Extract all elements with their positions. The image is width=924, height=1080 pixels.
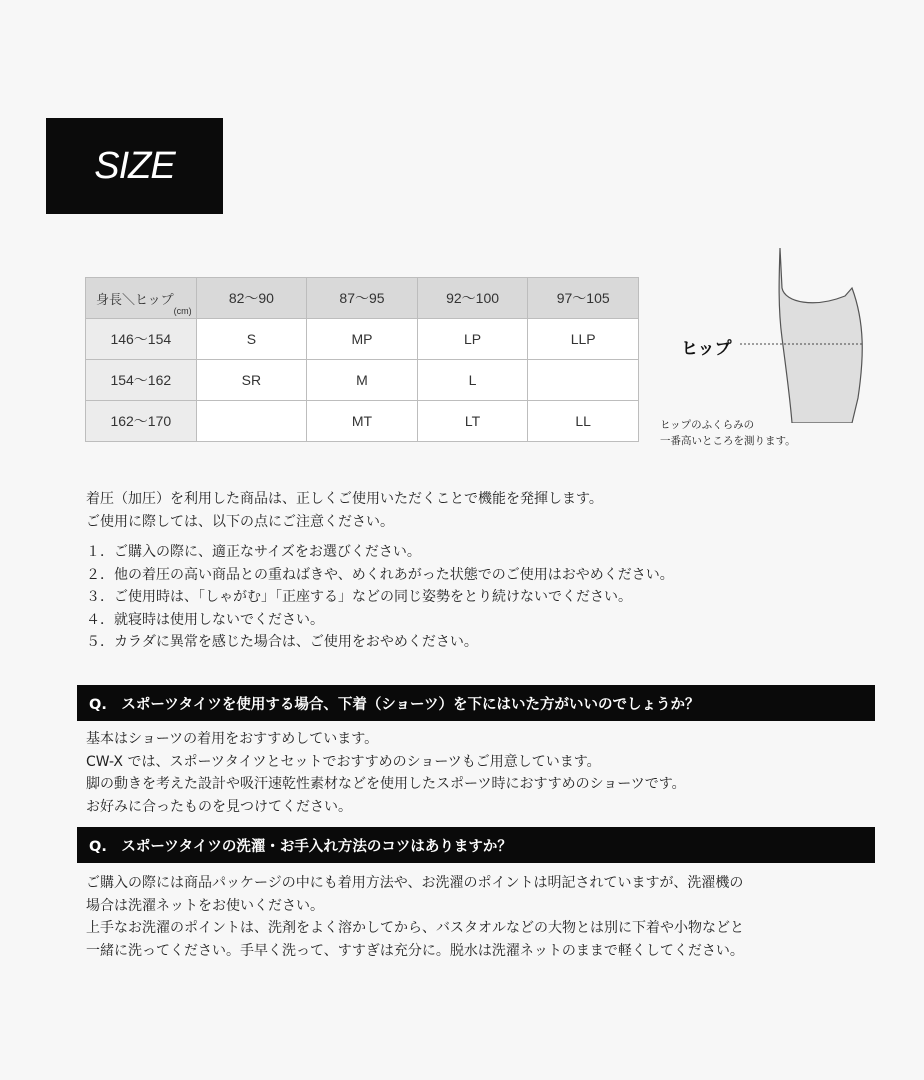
list-item: １．ご購入の際に、適正なサイズをお選びください。 — [86, 544, 421, 560]
intro-line: ご使用に際しては、以下の点にご注意ください。 — [86, 514, 394, 530]
hip-note-line: ヒップのふくらみの — [660, 419, 755, 431]
answer-line: 脚の動きを考えた設計や吸汗速乾性素材などを使用したスポーツ時におすすめのショーツです。 — [86, 776, 686, 792]
hip-measurement-diagram — [740, 248, 890, 423]
answer-line: 一緒に洗ってください。手早く洗って、すすぎは充分に。脱水は洗濯ネットのままで軽くしてください。 — [86, 942, 744, 959]
list-item: ５．カラダに異常を感じた場合は、ご使用をおやめください。 — [86, 634, 478, 650]
answer-line: 基本はショーツの着用をおすすめしています。 — [86, 731, 379, 747]
size-cell: LT — [417, 401, 528, 442]
answer-line: ご購入の際には商品パッケージの中にも着用方法や、お洗濯のポイントは明記されていますが、洗濯機の — [86, 875, 744, 891]
hip-column-header: 82〜90 — [196, 278, 307, 319]
answer-line: 上手なお洗濯のポイントは、洗剤をよく溶かしてから、バスタオルなどの大物とは別に下着や小物などと — [86, 920, 744, 936]
answer-line: 場合は洗濯ネットをお使いください。 — [86, 897, 324, 914]
faq-question-underwear: Q. スポーツタイツを使用する場合、下着（ショーツ）を下にはいた方がいいのでしょうか？ — [77, 685, 875, 721]
usage-intro — [86, 488, 603, 534]
size-table-corner — [86, 278, 197, 319]
size-cell: SR — [196, 360, 307, 401]
height-row-header: 162〜170 — [86, 401, 197, 442]
hip-column-header: 92〜100 — [417, 278, 528, 319]
hip-column-header: 87〜95 — [307, 278, 418, 319]
faq-question-washing: Q. スポーツタイツの洗濯・お手入れ方法のコツはありますか？ — [77, 827, 875, 863]
hip-column-header: 97〜105 — [528, 278, 639, 319]
size-cell: M — [307, 360, 418, 401]
size-cell: MT — [307, 401, 418, 442]
height-row-header: 146〜154 — [86, 319, 197, 360]
hip-label: ヒップ — [681, 339, 732, 359]
intro-line: 着圧（加圧）を利用した商品は、正しくご使用いただくことで機能を発揮します。 — [86, 491, 603, 507]
caution-list — [86, 541, 674, 654]
size-table — [85, 277, 639, 442]
size-cell: LLP — [528, 319, 639, 360]
answer-line: お好みに合ったものを見つけてください。 — [86, 798, 352, 815]
size-cell: LL — [528, 401, 639, 442]
size-badge — [46, 118, 223, 214]
size-title: SIZE — [94, 144, 175, 187]
table-row — [86, 360, 639, 401]
list-item: ４．就寝時は使用しないでください。 — [86, 611, 324, 628]
list-item: ２．他の着圧の高い商品との重ねばきや、めくれあがった状態でのご使用はおやめください。 — [86, 566, 674, 583]
size-cell — [196, 401, 307, 442]
height-row-header: 154〜162 — [86, 360, 197, 401]
faq-answer-washing — [86, 872, 744, 962]
corner-label: 身長＼ヒップ — [96, 291, 174, 307]
size-cell: L — [417, 360, 528, 401]
table-row — [86, 401, 639, 442]
corner-unit: (cm) — [173, 306, 192, 316]
faq-answer-underwear — [86, 728, 686, 818]
list-item: ３．ご使用時は、「しゃがむ」「正座する」などの同じ姿勢をとり続けないでください。 — [86, 589, 632, 605]
size-cell — [528, 360, 639, 401]
size-cell: LP — [417, 319, 528, 360]
hip-note-line: 一番高いところを測ります。 — [660, 435, 796, 447]
answer-line: CW-X では、スポーツタイツとセットでおすすめのショーツもご用意しています。 — [86, 753, 601, 770]
table-row — [86, 319, 639, 360]
size-table-header-row — [86, 278, 639, 319]
leg-silhouette — [779, 248, 862, 423]
hip-measure-note — [660, 417, 796, 449]
size-cell: MP — [307, 319, 418, 360]
size-cell: S — [196, 319, 307, 360]
